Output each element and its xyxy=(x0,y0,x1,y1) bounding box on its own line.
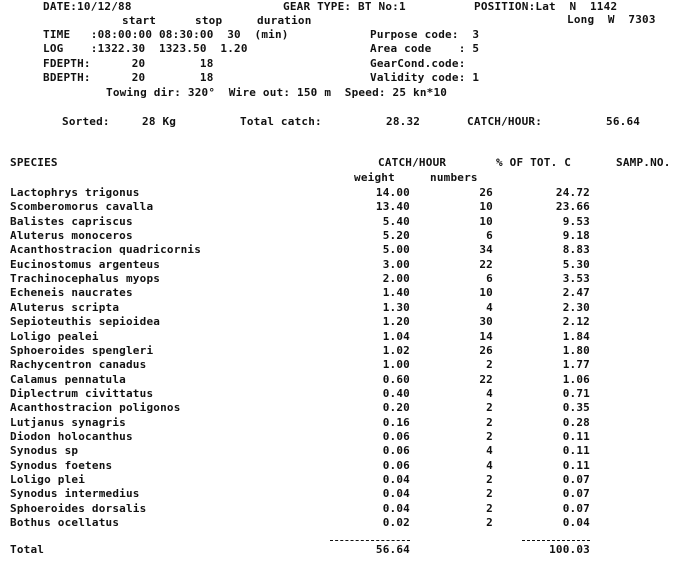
gear-type-field: GEAR TYPE: BT No:1 xyxy=(283,0,406,13)
weight-total-rule xyxy=(330,540,410,541)
species-name: Calamus pennatula xyxy=(10,373,126,386)
weight-value: 0.04 xyxy=(382,487,410,500)
weight-value: 0.60 xyxy=(382,373,410,386)
percent-value: 0.11 xyxy=(562,459,590,472)
numbers-value: 2 xyxy=(486,401,493,414)
total-catch-value: 28.32 xyxy=(386,115,421,128)
validity-code-field: Validity code: 1 xyxy=(370,71,480,84)
numbers-value: 26 xyxy=(479,344,493,357)
species-name: Synodus sp xyxy=(10,444,79,457)
percent-value: 23.66 xyxy=(555,200,590,213)
numbers-value: 2 xyxy=(486,430,493,443)
species-name: Loligo plei xyxy=(10,473,86,486)
species-name: Loligo pealei xyxy=(10,330,99,343)
log-row: LOG :1322.30 1323.50 1.20 xyxy=(43,42,248,55)
percent-value: 9.18 xyxy=(562,229,590,242)
percent-value: 1.06 xyxy=(562,373,590,386)
weight-value: 1.40 xyxy=(382,286,410,299)
percent-value: 1.80 xyxy=(562,344,590,357)
numbers-value: 22 xyxy=(479,373,493,386)
percent-value: 0.04 xyxy=(562,516,590,529)
stop-column-header: stop xyxy=(195,14,223,27)
percent-value: 5.30 xyxy=(562,258,590,271)
bdepth-row: BDEPTH: 20 18 xyxy=(43,71,214,84)
weight-value: 0.02 xyxy=(382,516,410,529)
weight-value: 0.20 xyxy=(382,401,410,414)
percent-value: 2.30 xyxy=(562,301,590,314)
numbers-value: 2 xyxy=(486,487,493,500)
weight-value: 5.00 xyxy=(382,243,410,256)
position-lat-field: POSITION:Lat N 1142 xyxy=(474,0,618,13)
total-weight-value: 56.64 xyxy=(375,543,410,556)
numbers-value: 4 xyxy=(486,301,493,314)
numbers-value: 2 xyxy=(486,416,493,429)
weight-value: 1.20 xyxy=(382,315,410,328)
numbers-value: 4 xyxy=(486,444,493,457)
percent-value: 2.47 xyxy=(562,286,590,299)
weight-value: 2.00 xyxy=(382,272,410,285)
weight-value: 0.06 xyxy=(382,430,410,443)
species-name: Scomberomorus cavalla xyxy=(10,200,154,213)
weight-value: 0.40 xyxy=(382,387,410,400)
weight-value: 1.04 xyxy=(382,330,410,343)
numbers-value: 2 xyxy=(486,473,493,486)
percent-total-column-header: % OF TOT. C xyxy=(496,156,572,169)
catch-per-hour-value: 56.64 xyxy=(606,115,641,128)
weight-value: 3.00 xyxy=(382,258,410,271)
percent-value: 0.07 xyxy=(562,487,590,500)
percent-value: 24.72 xyxy=(555,186,590,199)
percent-value: 8.83 xyxy=(562,243,590,256)
species-name: Echeneis naucrates xyxy=(10,286,133,299)
species-name: Acanthostracion quadricornis xyxy=(10,243,202,256)
species-column-header: SPECIES xyxy=(10,156,58,169)
catch-per-hour-label: CATCH/HOUR: xyxy=(467,115,543,128)
numbers-value: 10 xyxy=(479,215,493,228)
percent-value: 0.07 xyxy=(562,473,590,486)
species-name: Diplectrum civittatus xyxy=(10,387,154,400)
species-name: Sepioteuthis sepioidea xyxy=(10,315,161,328)
sorted-label: Sorted: xyxy=(62,115,110,128)
total-percent-value: 100.03 xyxy=(549,543,590,556)
numbers-value: 22 xyxy=(479,258,493,271)
date-field: DATE:10/12/88 xyxy=(43,0,132,13)
numbers-value: 10 xyxy=(479,286,493,299)
percent-value: 0.35 xyxy=(562,401,590,414)
species-name: Rachycentron canadus xyxy=(10,358,147,371)
weight-value: 1.02 xyxy=(382,344,410,357)
percent-value: 9.53 xyxy=(562,215,590,228)
area-code-field: Area code : 5 xyxy=(370,42,480,55)
numbers-value: 6 xyxy=(486,229,493,242)
percent-value: 0.07 xyxy=(562,502,590,515)
percent-value: 2.12 xyxy=(562,315,590,328)
species-name: Sphoeroides spengleri xyxy=(10,344,154,357)
sample-number-column-header: SAMP.NO. xyxy=(616,156,671,169)
weight-value: 0.04 xyxy=(382,502,410,515)
species-name: Eucinostomus argenteus xyxy=(10,258,161,271)
weight-value: 13.40 xyxy=(375,200,410,213)
percent-value: 3.53 xyxy=(562,272,590,285)
species-name: Diodon holocanthus xyxy=(10,430,133,443)
towing-info-row: Towing dir: 320° Wire out: 150 m Speed: 25 kn*10 xyxy=(106,86,448,99)
species-name: Acanthostracion poligonos xyxy=(10,401,181,414)
gearcond-code-field: GearCond.code: xyxy=(370,57,466,70)
weight-value: 1.00 xyxy=(382,358,410,371)
numbers-value: 2 xyxy=(486,358,493,371)
species-name: Trachinocephalus myops xyxy=(10,272,161,285)
sorted-value: 28 Kg xyxy=(142,115,177,128)
numbers-value: 2 xyxy=(486,502,493,515)
species-name: Lutjanus synagris xyxy=(10,416,126,429)
percent-value: 0.28 xyxy=(562,416,590,429)
numbers-value: 14 xyxy=(479,330,493,343)
numbers-value: 6 xyxy=(486,272,493,285)
numbers-value: 4 xyxy=(486,387,493,400)
numbers-value: 30 xyxy=(479,315,493,328)
weight-value: 14.00 xyxy=(375,186,410,199)
species-name: Sphoeroides dorsalis xyxy=(10,502,147,515)
percent-value: 0.11 xyxy=(562,444,590,457)
percent-value: 1.84 xyxy=(562,330,590,343)
weight-value: 1.30 xyxy=(382,301,410,314)
species-name: Aluterus monoceros xyxy=(10,229,133,242)
weight-subheader: weight xyxy=(354,171,395,184)
percent-value: 0.71 xyxy=(562,387,590,400)
numbers-value: 4 xyxy=(486,459,493,472)
numbers-subheader: numbers xyxy=(430,171,478,184)
total-catch-label: Total catch: xyxy=(240,115,322,128)
percent-total-rule xyxy=(522,540,590,541)
time-row: TIME :08:00:00 08:30:00 30 (min) xyxy=(43,28,289,41)
numbers-value: 2 xyxy=(486,516,493,529)
species-name: Balistes capriscus xyxy=(10,215,133,228)
percent-value: 1.77 xyxy=(562,358,590,371)
species-name: Synodus foetens xyxy=(10,459,113,472)
species-name: Synodus intermedius xyxy=(10,487,140,500)
numbers-value: 10 xyxy=(479,200,493,213)
weight-value: 0.06 xyxy=(382,444,410,457)
weight-value: 5.20 xyxy=(382,229,410,242)
species-name: Aluterus scripta xyxy=(10,301,120,314)
species-name: Bothus ocellatus xyxy=(10,516,120,529)
percent-value: 0.11 xyxy=(562,430,590,443)
total-label: Total xyxy=(10,543,45,556)
start-column-header: start xyxy=(122,14,157,27)
purpose-code-field: Purpose code: 3 xyxy=(370,28,480,41)
weight-value: 0.16 xyxy=(382,416,410,429)
numbers-value: 26 xyxy=(479,186,493,199)
weight-value: 0.06 xyxy=(382,459,410,472)
fdepth-row: FDEPTH: 20 18 xyxy=(43,57,214,70)
catch-hour-column-header: CATCH/HOUR xyxy=(378,156,447,169)
weight-value: 5.40 xyxy=(382,215,410,228)
weight-value: 0.04 xyxy=(382,473,410,486)
duration-column-header: duration xyxy=(257,14,312,27)
position-long-field: Long W 7303 xyxy=(567,13,656,26)
species-name: Lactophrys trigonus xyxy=(10,186,140,199)
numbers-value: 34 xyxy=(479,243,493,256)
